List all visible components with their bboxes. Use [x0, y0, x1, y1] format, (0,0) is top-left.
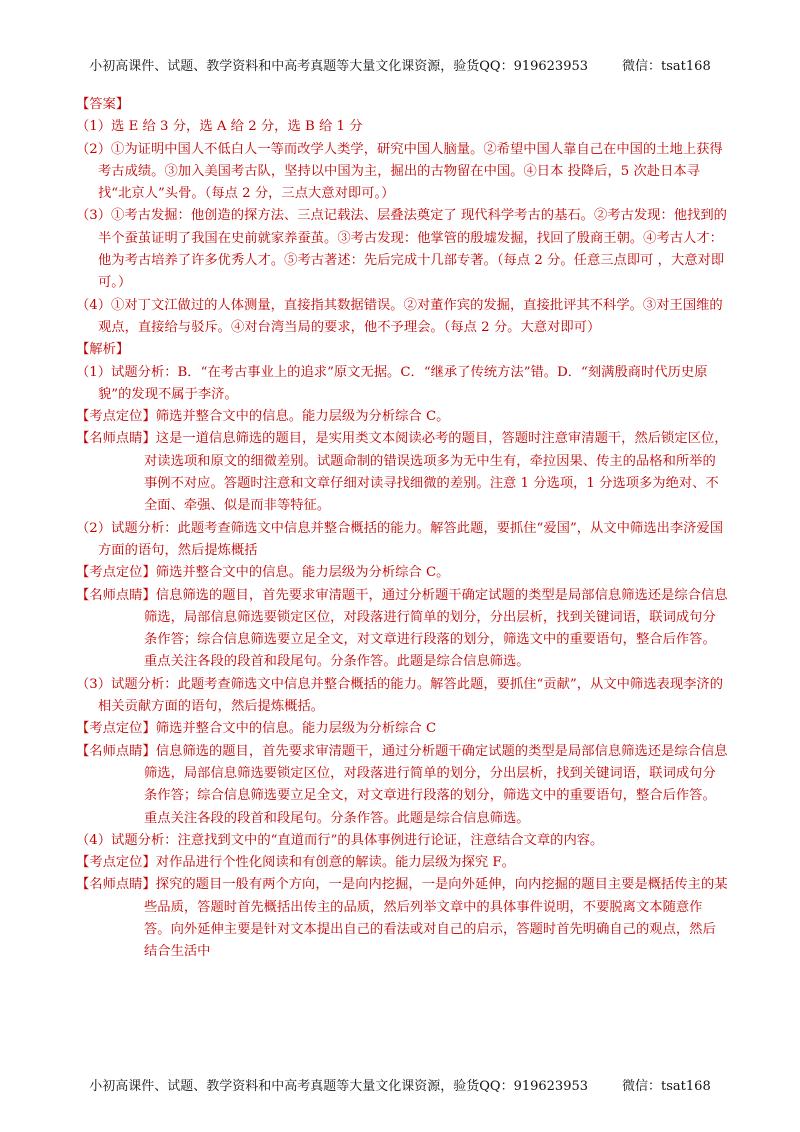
answer-item-3: （3）①考古发掘：他创造的探方法、三点记载法、层叠法奠定了 现代科学考古的基石。②考古发现：他找到的半个蚕茧证明了我国在史前就家养蚕茧。③考古发现：他掌管的殷墟发掘，找回了殷商王朝。④考古人才：他为考古培养了许多优秀人才。⑤考古著述：先后完成十几部专著。（每点 2 分。任意三点即可 ，大意对即可。）: [76, 208, 727, 291]
page-header: [0, 58, 800, 76]
kaodian-q3: 【考点定位】筛选并整合文中的信息。能力层级为分析综合 C: [76, 721, 437, 737]
answer-item-1: （1）选 E 给 3 分，选 A 给 2 分，选 B 给 1 分: [76, 119, 363, 135]
analysis-heading: 【解析】: [76, 342, 130, 358]
document-body: [76, 94, 728, 964]
kaodian-q1: 【考点定位】筛选并整合文中的信息。能力层级为分析综合 C。: [76, 409, 450, 425]
footer-wechat: 微信：tsat168: [622, 1079, 711, 1094]
kaodian-q4: 【考点定位】对作品进行个性化阅读和有创意的解读。能力层级为探究 F。: [76, 855, 515, 871]
analysis-q4: （4）试题分析：注意找到文中的“直道而行”的具体事例进行论证，注意结合文章的内容。: [76, 832, 604, 848]
mingshi-q1: 【名师点睛】这是一道信息筛选的题目，是实用类文本阅读必考的题目，答题时注意审清题干，然后锁定区位，对读选项和原文的细微差别。试题命制的错误选项多为无中生有，牵拉因果、传主的品格和所举的事例不对应。答题时注意和文章仔细对读寻找细微的差别。注意 1 分选项，1 分选项多为绝对、不全面、牵强、似是而非等特征。: [76, 431, 728, 514]
page-footer: [0, 1078, 800, 1096]
answer-heading: 【答案】: [76, 97, 130, 112]
analysis-q2: （2）试题分析：此题考查筛选文中信息并整合概括的能力。解答此题，要抓住“爱国”，从文中筛选出李济爱国方面的语句，然后提炼概括: [76, 520, 724, 558]
analysis-q1: （1）试题分析：B．“在考古事业上的追求”原文无据。C．“继承了传统方法”错。D．“刻满殷商时代历史原貌”的发现不属于李济。: [76, 364, 708, 402]
kaodian-q2: 【考点定位】筛选并整合文中的信息。能力层级为分析综合 C。: [76, 565, 450, 581]
header-text: 小初高课件、试题、教学资料和中高考真题等大量文化课资源，验货QQ：919623953: [89, 59, 589, 74]
mingshi-q3: 【名师点睛】信息筛选的题目，首先要求审清题干，通过分析题干确定试题的类型是局部信息筛选还是综合信息筛选，局部信息筛选要锁定区位，对段落进行简单的划分，分出层析，找到关键词语，联词成句分条作答；综合信息筛选要立足全文，对文章进行段落的划分，筛选文中的重要语句，整合后作答。重点关注各段的段首和段尾句。分条作答。此题是综合信息筛选。: [76, 743, 728, 826]
analysis-q3: （3）试题分析：此题考查筛选文中信息并整合概括的能力。解答此题，要抓住“贡献”，从文中筛选表现李济的相关贡献方面的语句，然后提炼概括。: [76, 676, 724, 715]
footer-text: 小初高课件、试题、教学资料和中高考真题等大量文化课资源，验货QQ：919623953: [89, 1079, 589, 1094]
mingshi-q4: 【名师点睛】探究的题目一般有两个方向，一是向内挖掘，一是向外延伸，向内挖掘的题目主要是概括传主的某些品质，答题时首先概括出传主的品质，然后列举文章中的具体事件说明，不要脱离文本随意作答。向外延伸主要是针对文本提出自己的看法或对自己的启示，答题时首先明确自己的观点，然后结合生活中: [76, 877, 728, 960]
header-wechat: 微信：tsat168: [622, 59, 711, 74]
answer-item-2: （2）①为证明中国人不低白人一等而改学人类学，研究中国人脑量。②希望中国人靠自己在中国的土地上获得考古成绩。③加入美国考古队，坚持以中国为主，掘出的古物留在中国。④日本 投降后，5 次赴日本寻找“北京人”头骨。（每点 2 分，三点大意对即可。）: [76, 141, 723, 202]
mingshi-q2: 【名师点睛】信息筛选的题目，首先要求审清题干，通过分析题干确定试题的类型是局部信息筛选还是综合信息筛选，局部信息筛选要锁定区位，对段落进行简单的划分，分出层析，找到关键词语，联词成句分条作答；综合信息筛选要立足全文，对文章进行段落的划分，筛选文中的重要语句，整合后作答。重点关注各段的段首和段尾句。分条作答。此题是综合信息筛选。: [76, 587, 728, 670]
answer-item-4: （4）①对丁文江做过的人体测量，直接指其数据错误。②对董作宾的发掘，直接批评其不科学。③对王国维的观点，直接给与驳斥。④对台湾当局的要求，他不予理会。（每点 2 分。大意对即可）: [76, 297, 723, 335]
